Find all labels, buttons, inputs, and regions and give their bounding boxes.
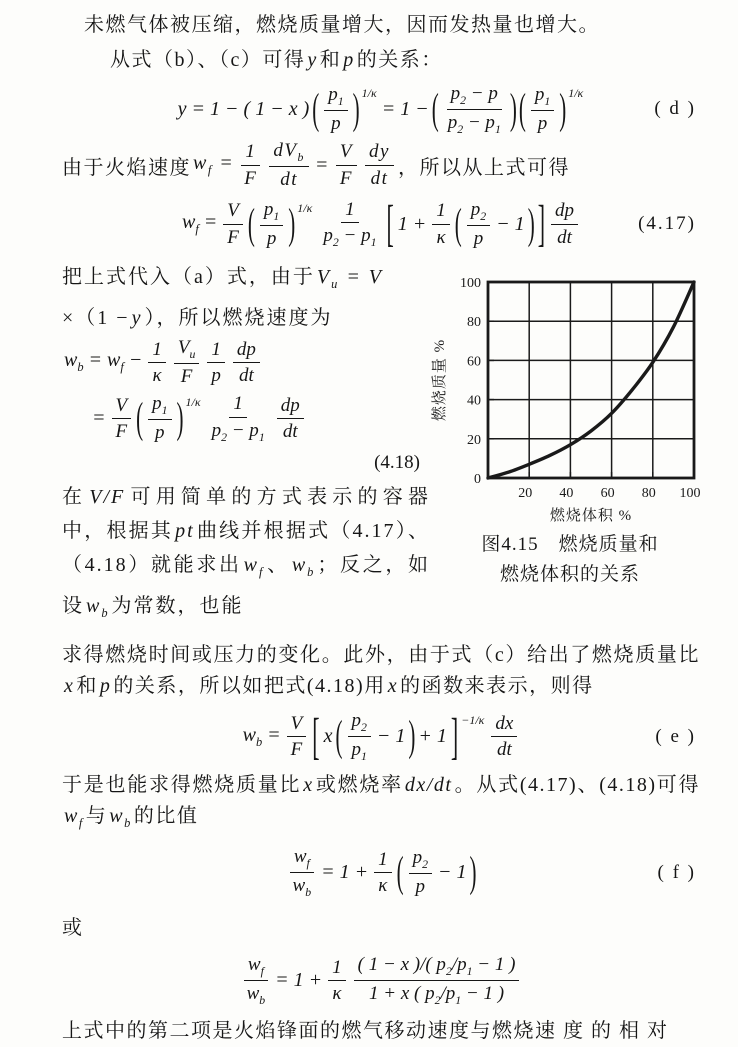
math-run: $w_b = w_f$ − <box>64 349 143 375</box>
text-run: 上式中的第二项是火焰锋面的燃气移动速度与燃烧速 度 的 相 对 <box>62 1019 669 1042</box>
numerator: dp <box>551 200 578 224</box>
text-run: 和 <box>319 49 342 71</box>
numerator: $w_f$ <box>290 846 314 873</box>
denominator: F <box>290 739 303 760</box>
big-paren: ( <box>312 83 320 133</box>
text-run: 于是也能求得燃烧质量比 <box>62 773 302 796</box>
paragraph-substitute-line2 <box>62 301 430 335</box>
math-run: − 1 <box>376 725 406 747</box>
fraction <box>354 954 520 1007</box>
paragraph-second-term <box>62 1016 700 1047</box>
text-run: ；反之，如设 <box>62 553 431 617</box>
big-paren: ( <box>396 846 404 897</box>
denominator: p <box>473 228 484 250</box>
fraction <box>348 710 371 763</box>
equation-4-18-line2 <box>90 390 430 448</box>
denominator: $w_b$ <box>246 983 266 1007</box>
big-paren: ( <box>431 83 439 133</box>
math-run: = 1 − <box>381 97 429 120</box>
text-run: 从式（b）、（c）可得 <box>110 49 306 71</box>
svg-text:80: 80 <box>467 315 481 331</box>
numerator: 1 <box>341 199 359 223</box>
big-paren: ( <box>454 198 462 248</box>
fraction <box>491 713 517 761</box>
math-run: $w_b$ = <box>242 723 281 749</box>
math-run: x <box>387 674 399 697</box>
fraction <box>260 199 283 249</box>
figure-4-15 <box>430 274 710 590</box>
text-run: ×（1 − <box>62 307 130 330</box>
math-run: = 1 + <box>321 861 369 883</box>
equation-4-17-body <box>180 194 582 252</box>
svg-text:0: 0 <box>474 472 481 488</box>
fraction <box>112 395 132 443</box>
paragraph-intro <box>62 10 700 41</box>
fraction <box>328 957 346 1005</box>
text-run: 的关系，所以如把式(4.18)用 <box>113 674 386 697</box>
denominator: p <box>537 112 548 134</box>
figure-4-15-caption <box>481 530 658 590</box>
equation-4-18-line2-body <box>90 393 308 443</box>
big-paren: ( <box>518 83 526 133</box>
text-run: 未燃气体被压缩，燃烧质量增大，因而发热量也增大。 <box>84 14 600 36</box>
math-run: dx/dt <box>404 773 453 796</box>
text-run: 与 <box>85 804 108 827</box>
numerator: 1 <box>374 849 392 873</box>
fraction <box>336 141 357 189</box>
fraction <box>174 337 200 387</box>
denominator: κ <box>436 226 446 248</box>
numerator: 1 <box>328 957 346 981</box>
equation-ratio-expanded <box>62 948 700 1014</box>
denominator: $p_2 - p_1$ <box>447 111 501 136</box>
math-run: p <box>343 49 355 71</box>
denominator: F <box>180 366 193 388</box>
paragraph-ratio <box>62 770 700 839</box>
denominator: dt <box>370 167 389 189</box>
denominator: p <box>155 422 165 444</box>
fraction <box>551 200 578 248</box>
numerator: 1 <box>432 200 450 224</box>
denominator: 1 + x ( $p_2/p_1 - 1$ ) <box>369 983 505 1007</box>
paragraph-flame-speed <box>62 140 700 190</box>
fraction <box>240 141 261 189</box>
svg-text:60: 60 <box>467 354 481 370</box>
big-paren: ) <box>352 83 360 133</box>
equation-e <box>62 706 700 768</box>
denominator: p <box>211 364 221 386</box>
svg-text:20: 20 <box>467 433 481 449</box>
fraction <box>289 846 316 899</box>
fraction <box>148 339 166 387</box>
fraction <box>444 83 505 136</box>
equation-d <box>62 80 700 138</box>
big-paren: ) <box>288 198 296 248</box>
denominator: dt <box>280 168 299 190</box>
text-run: 的关系： <box>356 49 443 71</box>
svg-text:60: 60 <box>600 486 615 502</box>
text-run: 的函数来表示，则得 <box>400 674 594 697</box>
math-run: $w_f$ <box>64 804 84 830</box>
fraction <box>207 339 225 387</box>
fraction <box>287 713 307 761</box>
math-run: x <box>64 674 75 697</box>
big-paren: ( <box>136 392 144 443</box>
text-run: 的比值 <box>133 804 199 827</box>
math-run: = 1 + <box>275 969 323 991</box>
numerator: $p_1$ <box>260 199 283 226</box>
equation-d-body <box>176 83 587 136</box>
denominator: p <box>331 112 341 134</box>
fraction <box>324 84 347 134</box>
equation-4-17 <box>62 192 700 256</box>
numerator: dy <box>365 141 394 165</box>
fraction <box>148 393 171 443</box>
equation-f-label: ( f ) <box>657 861 696 883</box>
numerator: $p_1$ <box>531 84 554 111</box>
numerator: V <box>336 141 357 165</box>
numerator: $p_1$ <box>324 84 347 111</box>
equation-f <box>62 843 700 903</box>
big-bracket: [ <box>386 194 394 252</box>
math-run: V/F <box>89 485 126 508</box>
denominator: F <box>115 421 128 442</box>
equation-ratio-expanded-body <box>239 954 524 1007</box>
exponent: −1/κ <box>461 713 485 727</box>
big-bracket: ] <box>450 706 459 765</box>
denominator: p <box>266 228 277 250</box>
paragraph-burn-time <box>62 640 700 702</box>
svg-text:燃烧体积 %: 燃烧体积 % <box>549 508 633 525</box>
numerator: $w_f$ <box>244 954 268 981</box>
math-run: y <box>307 49 318 71</box>
math-run: y <box>131 307 143 330</box>
numerator: $dV_b$ <box>269 140 309 167</box>
equation-f-body <box>285 846 478 899</box>
exponent: 1/κ <box>361 85 377 100</box>
svg-text:燃烧质量 %: 燃烧质量 % <box>432 339 448 422</box>
math-run: $w_b$ <box>86 594 110 620</box>
fraction <box>269 140 309 190</box>
math-run: = <box>314 153 330 176</box>
text-run: 或燃烧率 <box>315 773 403 796</box>
two-column-section <box>62 260 700 633</box>
fraction <box>365 141 394 189</box>
equation-4-18-label: (4.18) <box>374 451 420 473</box>
math-run: $w_f$ <box>243 553 265 579</box>
big-paren: ) <box>509 83 517 133</box>
combustion-curve-svg <box>430 274 710 524</box>
numerator: $p_2 - p$ <box>447 83 502 110</box>
math-run: pt <box>175 519 195 542</box>
fraction <box>277 395 304 443</box>
svg-text:20: 20 <box>518 486 533 502</box>
math-run: $w_b$ <box>291 553 316 579</box>
numerator: dp <box>277 395 304 419</box>
numerator: $V_u$ <box>174 337 200 364</box>
denominator: dt <box>557 226 572 248</box>
math-run: + 1 <box>418 725 447 747</box>
denominator: $p_2 - p_1$ <box>323 225 377 250</box>
text-run: 求得燃烧时间或压力的变化。此外，由于式（c）给出了燃烧质量比 <box>62 643 700 666</box>
big-paren: ) <box>527 198 535 248</box>
big-bracket: ] <box>537 194 546 252</box>
big-paren: ) <box>469 846 477 897</box>
numerator: $p_1$ <box>148 393 171 420</box>
math-run: $w_f$ = <box>181 211 218 237</box>
math-run: p <box>99 674 112 697</box>
text-run: ），所以燃烧速度为 <box>144 307 333 330</box>
numerator: $p_2$ <box>409 847 432 874</box>
fraction <box>374 849 392 897</box>
paragraph-vessel <box>62 480 430 630</box>
big-paren: ) <box>559 83 567 133</box>
math-run: 1 + <box>397 212 427 235</box>
denominator: $p_1$ <box>351 739 367 763</box>
equation-4-18-line1-body <box>62 337 264 387</box>
svg-text:100: 100 <box>679 486 701 502</box>
big-paren: ) <box>408 710 416 761</box>
equation-e-label: ( e ) <box>655 725 696 747</box>
exponent: 1/κ <box>185 395 201 409</box>
math-run: − 1 <box>496 212 525 235</box>
fraction <box>467 199 490 249</box>
text-run: 可用简单的方式表示的容器中，根据其 <box>62 485 431 542</box>
text-run: 把上式代入（a）式，由于 <box>62 266 315 289</box>
numerator: V <box>287 713 307 737</box>
math-run: x <box>323 725 333 747</box>
fraction <box>243 954 270 1007</box>
numerator: ( 1 − x )/( $p_2/p_1 - 1$ ) <box>354 954 520 981</box>
numerator: 1 <box>207 339 225 363</box>
numerator: dx <box>491 713 517 737</box>
numerator: 1 <box>148 339 166 363</box>
equation-4-18-line1 <box>62 337 430 387</box>
math-run: $V_u = V$ <box>316 266 384 292</box>
big-paren: ( <box>247 198 255 248</box>
big-paren: ) <box>176 392 184 443</box>
fraction <box>233 339 260 387</box>
paragraph-relation-yp <box>62 45 700 76</box>
text-run: 在 <box>62 485 88 508</box>
svg-text:100: 100 <box>460 276 481 292</box>
exponent: 1/κ <box>568 85 584 100</box>
paragraph-or <box>62 913 700 944</box>
denominator: κ <box>152 364 162 386</box>
fraction <box>432 200 450 248</box>
svg-text:80: 80 <box>641 486 656 502</box>
numerator: V <box>223 200 243 224</box>
text-run: ，所以从上式可得 <box>397 156 570 179</box>
fraction <box>409 847 432 897</box>
paragraph-flame-speed-body <box>62 140 570 190</box>
text-run: 、 <box>266 553 290 576</box>
math-run: $w_b$ <box>109 804 132 830</box>
text-run: 曲线并根据式（4.17）、（4.18）就能求出 <box>62 519 431 576</box>
numerator: dp <box>233 339 260 363</box>
denominator: F <box>339 167 354 189</box>
left-column <box>62 260 430 633</box>
fraction <box>531 84 554 134</box>
math-run: y = 1 − ( 1 − x ) <box>177 97 310 120</box>
math-run: − 1 <box>437 861 467 883</box>
numerator: V <box>112 395 132 419</box>
math-run: x <box>303 773 314 796</box>
denominator: dt <box>282 421 298 442</box>
denominator: dt <box>497 739 512 760</box>
numerator: $p_2$ <box>348 710 371 737</box>
numerator: 1 <box>229 393 247 417</box>
denominator: $w_b$ <box>292 875 312 899</box>
fraction <box>208 393 269 443</box>
fraction <box>223 200 243 248</box>
figure-caption-line1: 图4.15 燃烧质量和 <box>481 534 659 556</box>
svg-text:40: 40 <box>467 393 481 409</box>
math-run: $w_f$ = <box>193 152 235 178</box>
denominator: $p_2 - p_1$ <box>211 419 265 444</box>
denominator: κ <box>378 875 388 896</box>
denominator: F <box>227 226 239 248</box>
numerator: 1 <box>241 141 260 165</box>
text-run: 。从式(4.17)、(4.18)可得 <box>454 773 701 796</box>
equation-d-label: ( d ) <box>654 98 696 119</box>
exponent: 1/κ <box>297 200 313 215</box>
text-run: 或 <box>62 916 84 939</box>
figure-caption-line2: 燃烧体积的关系 <box>499 564 640 586</box>
right-column <box>430 260 710 633</box>
denominator: F <box>244 167 258 189</box>
denominator: p <box>415 876 426 898</box>
text-run: 为常数，也能 <box>111 594 244 617</box>
fraction <box>319 199 380 249</box>
big-bracket: [ <box>312 706 320 765</box>
text-run: 由于火焰速度 <box>62 156 191 179</box>
denominator: κ <box>332 983 342 1004</box>
big-paren: ( <box>335 710 343 761</box>
text-run: 和 <box>76 674 98 697</box>
math-run: = <box>92 407 106 429</box>
equation-4-17-label: (4.17) <box>638 213 696 235</box>
paragraph-substitute-line1 <box>62 260 430 301</box>
equation-e-body <box>241 706 522 765</box>
numerator: $p_2$ <box>467 199 490 226</box>
figure-4-15-chart <box>430 274 710 524</box>
svg-text:40: 40 <box>559 486 574 502</box>
denominator: dt <box>238 364 254 386</box>
